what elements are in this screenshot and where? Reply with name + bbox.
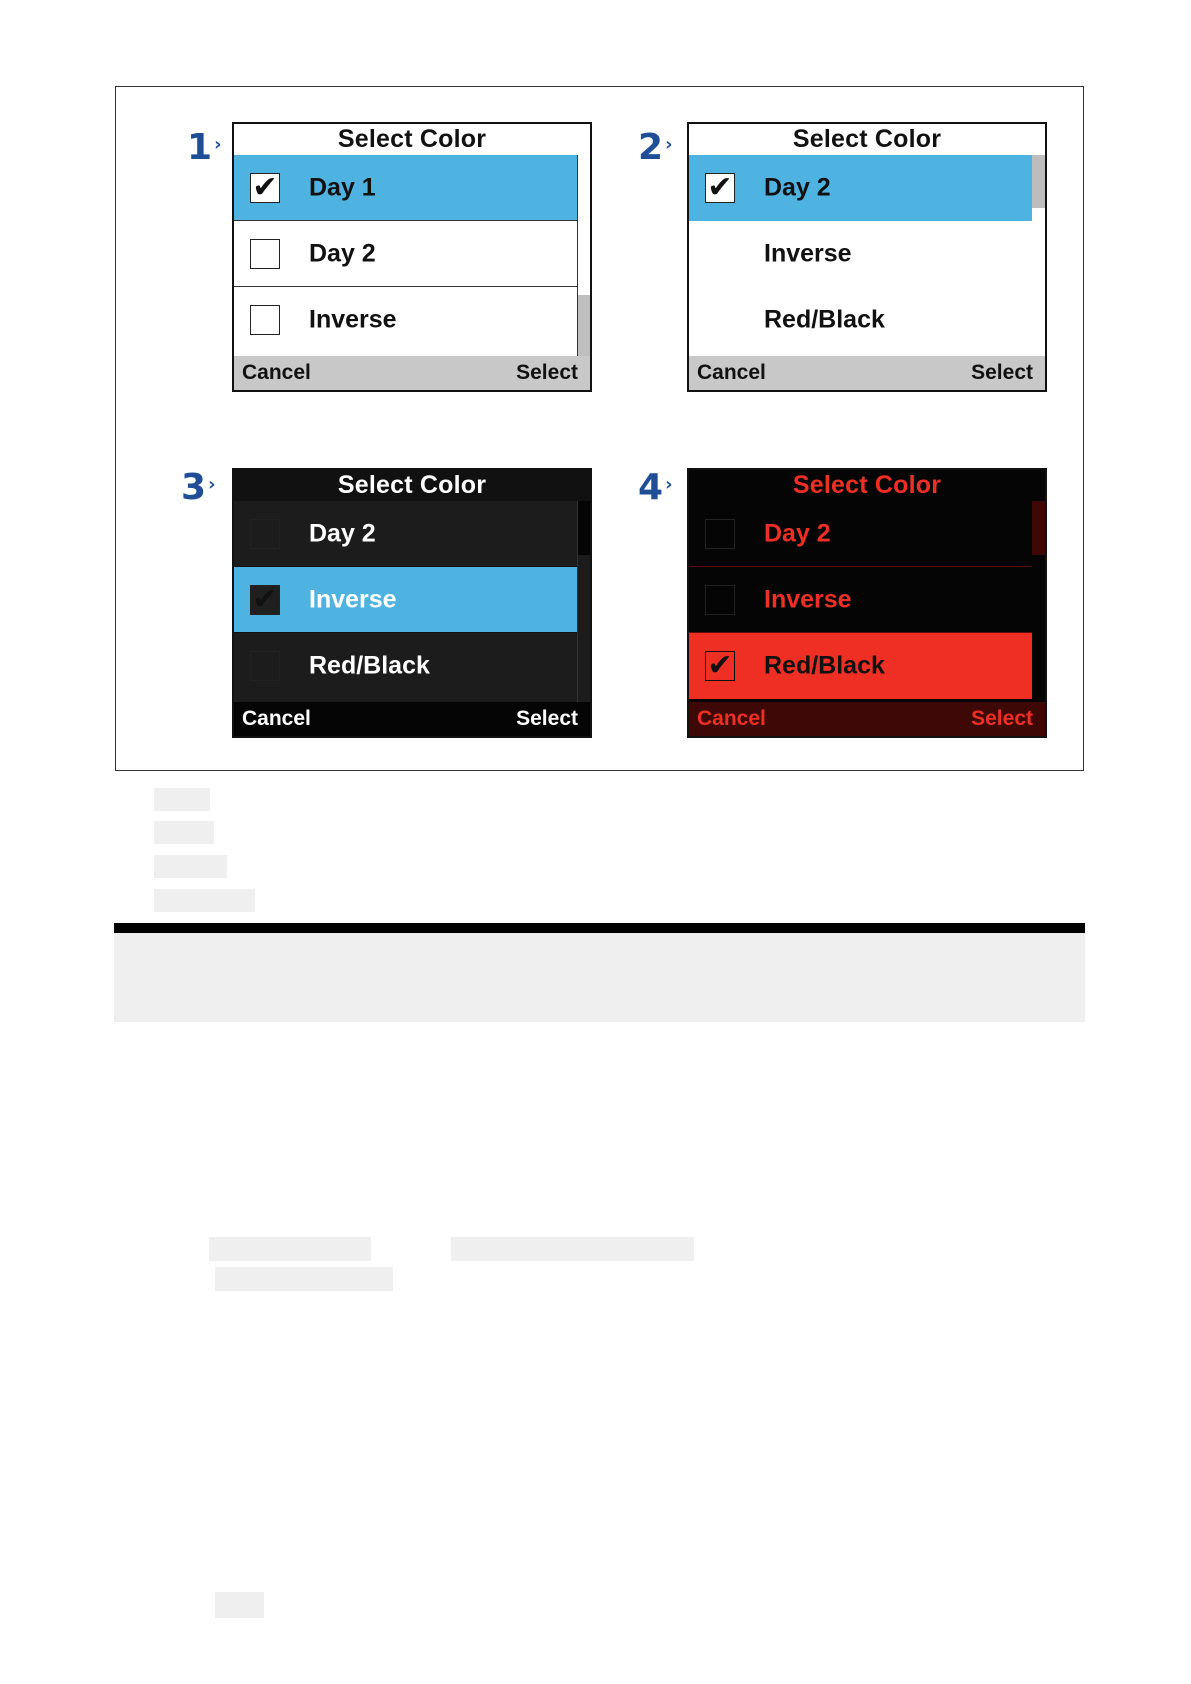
chevron-right-icon: › xyxy=(665,474,673,495)
scrollbar[interactable] xyxy=(1032,155,1045,358)
screen-title: Select Color xyxy=(689,470,1045,502)
checkbox[interactable] xyxy=(705,519,735,549)
scrollbar-thumb[interactable] xyxy=(1032,155,1045,208)
list-item-inverse[interactable] xyxy=(689,221,1032,287)
list-item-label: Day 2 xyxy=(309,239,376,267)
redacted-text xyxy=(154,889,255,912)
list-item-label: Inverse xyxy=(309,585,397,613)
list-item-label: Day 2 xyxy=(309,519,376,547)
screen-panel-3 xyxy=(232,468,592,738)
screen-title: Select Color xyxy=(234,470,590,502)
cancel-button[interactable]: Cancel xyxy=(242,361,311,384)
screen-title: Select Color xyxy=(234,124,590,157)
list-item-label: Day 2 xyxy=(764,519,831,547)
list-item-label: Day 2 xyxy=(764,173,831,202)
redacted-text xyxy=(451,1237,694,1261)
redacted-text xyxy=(154,855,227,878)
redacted-text xyxy=(154,821,214,844)
checkbox-checked[interactable] xyxy=(250,581,280,617)
list-item-inverse[interactable] xyxy=(689,567,1032,633)
note-box xyxy=(114,933,1085,1022)
list-item-day2[interactable] xyxy=(234,501,577,567)
checkbox[interactable] xyxy=(250,239,280,269)
chevron-right-icon: › xyxy=(665,134,673,155)
softkey-bar xyxy=(234,702,590,736)
softkey-bar xyxy=(234,356,590,390)
cancel-button[interactable]: Cancel xyxy=(697,361,766,384)
redacted-text xyxy=(215,1267,393,1291)
chevron-right-icon: › xyxy=(208,474,216,495)
cancel-button[interactable]: Cancel xyxy=(697,707,766,730)
scrollbar[interactable] xyxy=(1032,501,1045,704)
select-button[interactable]: Select xyxy=(971,707,1033,730)
scrollbar[interactable] xyxy=(577,501,591,704)
softkey-bar xyxy=(689,702,1045,736)
checkmark-icon: ✔ xyxy=(707,170,733,205)
scrollbar-thumb[interactable] xyxy=(578,501,591,555)
list-item-label: Red/Black xyxy=(764,651,885,680)
list-item-label: Day 1 xyxy=(309,173,376,201)
redacted-text xyxy=(215,1592,264,1618)
color-list xyxy=(234,501,577,704)
checkbox-checked[interactable] xyxy=(705,170,735,205)
checkbox[interactable] xyxy=(705,585,735,615)
screen-panel-4 xyxy=(687,468,1047,738)
checkmark-icon: ✔ xyxy=(252,169,278,205)
list-item-inverse[interactable] xyxy=(234,567,577,633)
list-item-day2[interactable] xyxy=(689,501,1032,567)
list-item-label: Inverse xyxy=(764,239,852,268)
list-item-label: Inverse xyxy=(764,585,852,613)
cancel-button[interactable]: Cancel xyxy=(242,707,311,730)
list-item-day2[interactable] xyxy=(689,155,1032,221)
softkey-bar xyxy=(689,356,1045,390)
list-item-day2[interactable] xyxy=(234,221,577,287)
select-button[interactable]: Select xyxy=(516,361,578,384)
redacted-text xyxy=(209,1237,371,1261)
scrollbar[interactable] xyxy=(577,155,591,358)
checkbox-checked[interactable] xyxy=(250,169,280,205)
list-item-inverse[interactable] xyxy=(234,287,577,353)
list-item-label: Red/Black xyxy=(764,305,885,334)
screen-title: Select Color xyxy=(689,124,1045,157)
list-item-redblack[interactable] xyxy=(689,287,1032,353)
step-label-3: 3 › xyxy=(181,467,216,508)
chevron-right-icon: › xyxy=(214,134,222,155)
scrollbar-thumb[interactable] xyxy=(1032,501,1045,555)
list-item-label: Inverse xyxy=(309,305,397,334)
checkbox[interactable] xyxy=(250,519,280,549)
checkbox[interactable] xyxy=(250,651,280,681)
scrollbar-thumb[interactable] xyxy=(578,295,591,358)
step-label-2: 2 › xyxy=(638,127,673,168)
color-list xyxy=(234,155,577,358)
screen-panel-1 xyxy=(232,122,592,392)
list-item-day1[interactable] xyxy=(234,155,577,221)
list-item-label: Red/Black xyxy=(309,651,430,680)
section-divider xyxy=(114,923,1085,933)
checkbox[interactable] xyxy=(250,305,280,335)
select-button[interactable]: Select xyxy=(971,361,1033,384)
step-label-4: 4 › xyxy=(638,467,673,508)
checkmark-icon: ✔ xyxy=(707,648,733,683)
checkbox-checked[interactable] xyxy=(705,648,735,683)
color-list xyxy=(689,501,1032,704)
step-label-1: 1 › xyxy=(187,127,222,168)
list-item-redblack[interactable] xyxy=(234,633,577,699)
redacted-text xyxy=(154,788,210,811)
color-list xyxy=(689,155,1032,358)
select-button[interactable]: Select xyxy=(516,707,578,730)
screen-panel-2 xyxy=(687,122,1047,392)
checkmark-icon: ✔ xyxy=(252,581,278,617)
list-item-redblack[interactable] xyxy=(689,633,1032,699)
